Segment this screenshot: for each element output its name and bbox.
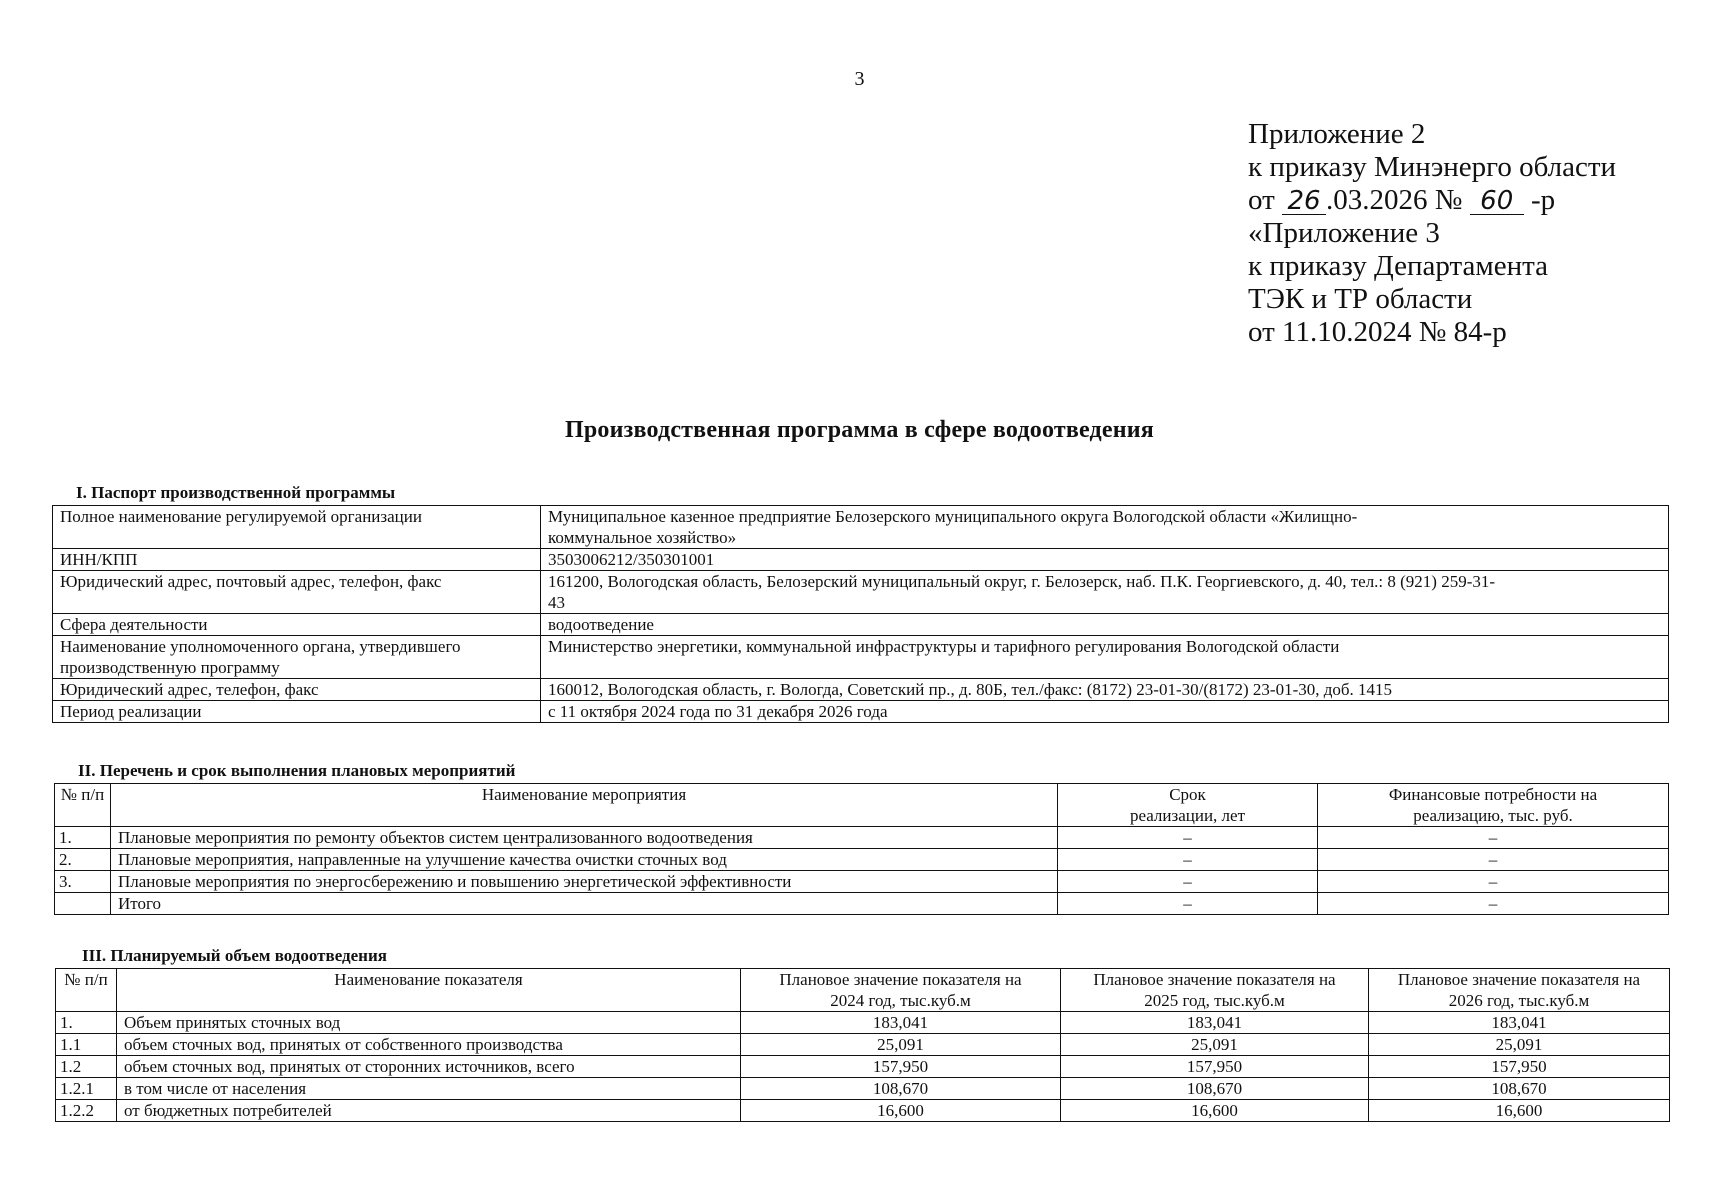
row-term: – (1058, 827, 1318, 849)
row-term: – (1058, 893, 1318, 915)
appendix-date-prefix: от (1248, 184, 1275, 216)
row-value-2025: 183,041 (1061, 1012, 1369, 1034)
table-row (56, 1078, 1670, 1100)
appendix-date-line (1248, 184, 1616, 217)
appendix-block (1248, 118, 1616, 349)
passport-value: 160012, Вологодская область, г. Вологда, Советский пр., д. 80Б, тел./факс: (8172) 23-01-30/(8172) 23-01-30, доб. 1415 (541, 679, 1669, 701)
row-name: объем сточных вод, принятых от собственного производства (117, 1034, 741, 1056)
row-num (55, 893, 111, 915)
row-name: Плановые мероприятия по энергосбережению и повышению энергетической эффективности (111, 871, 1058, 893)
row-name: Плановые мероприятия, направленные на улучшение качества очистки сточных вод (111, 849, 1058, 871)
row-name: Плановые мероприятия по ремонту объектов систем централизованного водоотведения (111, 827, 1058, 849)
passport-label: Юридический адрес, телефон, факс (53, 679, 541, 701)
section-1-heading: I. Паспорт производственной программы (76, 483, 396, 502)
row-value-2026: 108,670 (1369, 1078, 1670, 1100)
column-header-2024: Плановое значение показателя на 2024 год, тыс.куб.м (741, 969, 1061, 1012)
document-title: Производственная программа в сфере водоотведения (565, 417, 1154, 443)
table-row (55, 827, 1669, 849)
passport-value: 3503006212/350301001 (541, 549, 1669, 571)
passport-label: Сфера деятельности (53, 614, 541, 636)
handwritten-day: 26 (1282, 188, 1326, 215)
row-value-2025: 25,091 (1061, 1034, 1369, 1056)
table-row (56, 1034, 1670, 1056)
measures-table (54, 783, 1669, 915)
passport-value: Министерство энергетики, коммунальной инфраструктуры и тарифного регулирования Вологодской области (541, 636, 1669, 679)
row-value-2025: 16,600 (1061, 1100, 1369, 1122)
row-value-2024: 157,950 (741, 1056, 1061, 1078)
row-name: Итого (111, 893, 1058, 915)
appendix-line: к приказу Минэнерго области (1248, 151, 1617, 183)
appendix-date-mid: .03.2026 № (1326, 184, 1463, 216)
row-value-2026: 183,041 (1369, 1012, 1670, 1034)
row-term: – (1058, 849, 1318, 871)
column-header-name: Наименование показателя (117, 969, 741, 1012)
table-row (56, 1056, 1670, 1078)
table-row (55, 849, 1669, 871)
row-num: 1.2.1 (56, 1078, 117, 1100)
table-row (55, 871, 1669, 893)
table-header-row (56, 969, 1670, 1012)
row-name: объем сточных вод, принятых от сторонних источников, всего (117, 1056, 741, 1078)
row-num: 1.2 (56, 1056, 117, 1078)
column-header-num: № п/п (56, 969, 117, 1012)
column-header-num: № п/п (55, 784, 111, 827)
column-header-finance: Финансовые потребности на реализацию, тыс. руб. (1318, 784, 1669, 827)
section-2-heading: II. Перечень и срок выполнения плановых мероприятий (78, 761, 516, 780)
passport-value: с 11 октября 2024 года по 31 декабря 2026 года (541, 701, 1669, 723)
appendix-line: ТЭК и ТР области (1248, 283, 1473, 315)
row-value-2025: 157,950 (1061, 1056, 1369, 1078)
table-header-row (55, 784, 1669, 827)
row-num: 1. (56, 1012, 117, 1034)
appendix-line: «Приложение 3 (1248, 217, 1440, 249)
row-name: в том числе от населения (117, 1078, 741, 1100)
passport-label: ИНН/КПП (53, 549, 541, 571)
table-row (53, 549, 1669, 571)
row-value-2024: 108,670 (741, 1078, 1061, 1100)
table-row (56, 1100, 1670, 1122)
row-num: 1. (55, 827, 111, 849)
table-row (53, 701, 1669, 723)
table-row (53, 636, 1669, 679)
row-num: 1.1 (56, 1034, 117, 1056)
volume-table (55, 968, 1670, 1122)
row-num: 1.2.2 (56, 1100, 117, 1122)
page-number: 3 (854, 68, 865, 90)
row-value-2025: 108,670 (1061, 1078, 1369, 1100)
row-name: Объем принятых сточных вод (117, 1012, 741, 1034)
appendix-line: Приложение 2 (1248, 118, 1426, 150)
row-term: – (1058, 871, 1318, 893)
row-finance: – (1318, 849, 1669, 871)
row-name: от бюджетных потребителей (117, 1100, 741, 1122)
table-row (53, 571, 1669, 614)
row-finance: – (1318, 827, 1669, 849)
appendix-line: к приказу Департамента (1248, 250, 1549, 282)
row-value-2026: 16,600 (1369, 1100, 1670, 1122)
row-value-2024: 16,600 (741, 1100, 1061, 1122)
row-finance: – (1318, 893, 1669, 915)
table-row (55, 893, 1669, 915)
table-row (53, 614, 1669, 636)
passport-value: Муниципальное казенное предприятие Белозерского муниципального округа Вологодской области «Жилищно-коммунальное хозяйство» (541, 506, 1669, 549)
table-row (56, 1012, 1670, 1034)
passport-label: Наименование уполномоченного органа, утвердившего производственную программу (53, 636, 541, 679)
row-value-2024: 183,041 (741, 1012, 1061, 1034)
column-header-term: Срок реализации, лет (1058, 784, 1318, 827)
column-header-2025: Плановое значение показателя на 2025 год, тыс.куб.м (1061, 969, 1369, 1012)
passport-label: Юридический адрес, почтовый адрес, телефон, факс (53, 571, 541, 614)
table-row (53, 679, 1669, 701)
passport-label: Период реализации (53, 701, 541, 723)
row-value-2024: 25,091 (741, 1034, 1061, 1056)
passport-value: водоотведение (541, 614, 1669, 636)
passport-value: 161200, Вологодская область, Белозерский муниципальный округ, г. Белозерск, наб. П.К. Георгиевского, д. 40, тел.: 8 (921) 259-31-43 (541, 571, 1669, 614)
passport-label: Полное наименование регулируемой организации (53, 506, 541, 549)
passport-table (52, 505, 1669, 723)
table-row (53, 506, 1669, 549)
handwritten-number: 60 (1470, 188, 1524, 215)
row-value-2026: 157,950 (1369, 1056, 1670, 1078)
row-value-2026: 25,091 (1369, 1034, 1670, 1056)
appendix-date-suffix: -р (1530, 184, 1556, 216)
appendix-line: от 11.10.2024 № 84-р (1248, 316, 1507, 348)
row-num: 2. (55, 849, 111, 871)
section-3-heading: III. Планируемый объем водоотведения (82, 946, 387, 965)
column-header-name: Наименование мероприятия (111, 784, 1058, 827)
row-num: 3. (55, 871, 111, 893)
row-finance: – (1318, 871, 1669, 893)
column-header-2026: Плановое значение показателя на 2026 год, тыс.куб.м (1369, 969, 1670, 1012)
